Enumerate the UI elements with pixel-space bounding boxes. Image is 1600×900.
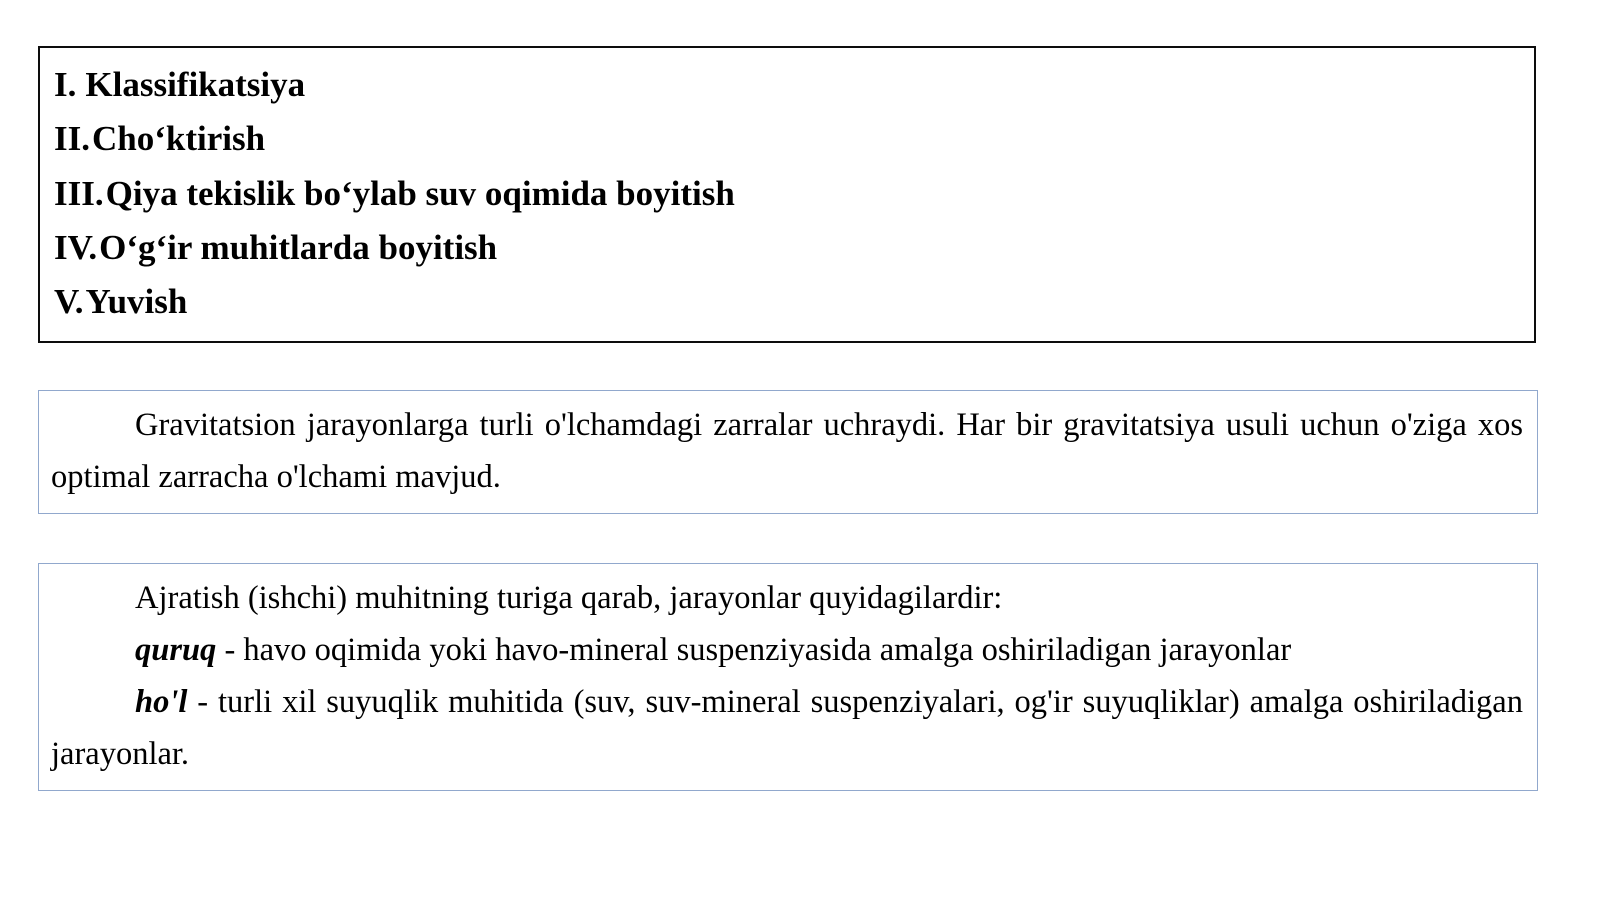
gravitatsion-text-box — [38, 390, 1538, 514]
outline-box — [38, 46, 1536, 343]
quruq-paragraph — [51, 624, 1523, 676]
hol-paragraph — [51, 676, 1523, 780]
quruq-rest: - havo oqimida yoki havo-mineral suspenziyasida amalga oshiriladigan jarayonlar — [216, 632, 1292, 668]
outline-item-4-label: O‘g‘ir muhitlarda boyitish — [99, 227, 498, 267]
outline-item-2 — [54, 112, 1520, 166]
outline-item-1 — [54, 58, 1520, 112]
hol-rest: - turli xil suyuqlik muhitida (suv, suv-mineral suspenziyalari, og'ir suyuqliklar) amalga oshiriladigan jarayonlar. — [51, 684, 1523, 772]
outline-item-4 — [54, 221, 1520, 275]
hol-term: ho'l — [135, 684, 188, 720]
outline-item-3-label: Qiya tekislik bo‘ylab suv oqimida boyitish — [105, 173, 735, 213]
outline-item-5 — [54, 275, 1520, 329]
outline-item-2-label: Cho‘ktirish — [92, 119, 266, 159]
gravitatsion-paragraph: Gravitatsion jarayonlarga turli o'lchamdagi zarralar uchraydi. Har bir gravitatsiya usuli uchun o'ziga xos optimal zarracha o'lchami mavjud. — [51, 407, 1523, 495]
outline-item-4-number: IV. — [54, 227, 98, 267]
quruq-term: quruq — [135, 632, 217, 668]
outline-list — [54, 58, 1520, 329]
outline-item-1-label: Klassifikatsiya — [85, 65, 306, 104]
ajratish-intro-paragraph: Ajratish (ishchi) muhitning turiga qarab, jarayonlar quyidagilardir: — [135, 580, 1003, 616]
outline-item-2-number: II. — [54, 119, 90, 159]
outline-item-3 — [54, 167, 1520, 221]
outline-item-3-number: III. — [54, 173, 104, 213]
outline-item-5-number: V. — [54, 282, 84, 321]
outline-item-5-label: Yuvish — [85, 282, 188, 321]
outline-item-1-number: I. — [54, 65, 77, 104]
ajratish-text-box — [38, 563, 1538, 791]
